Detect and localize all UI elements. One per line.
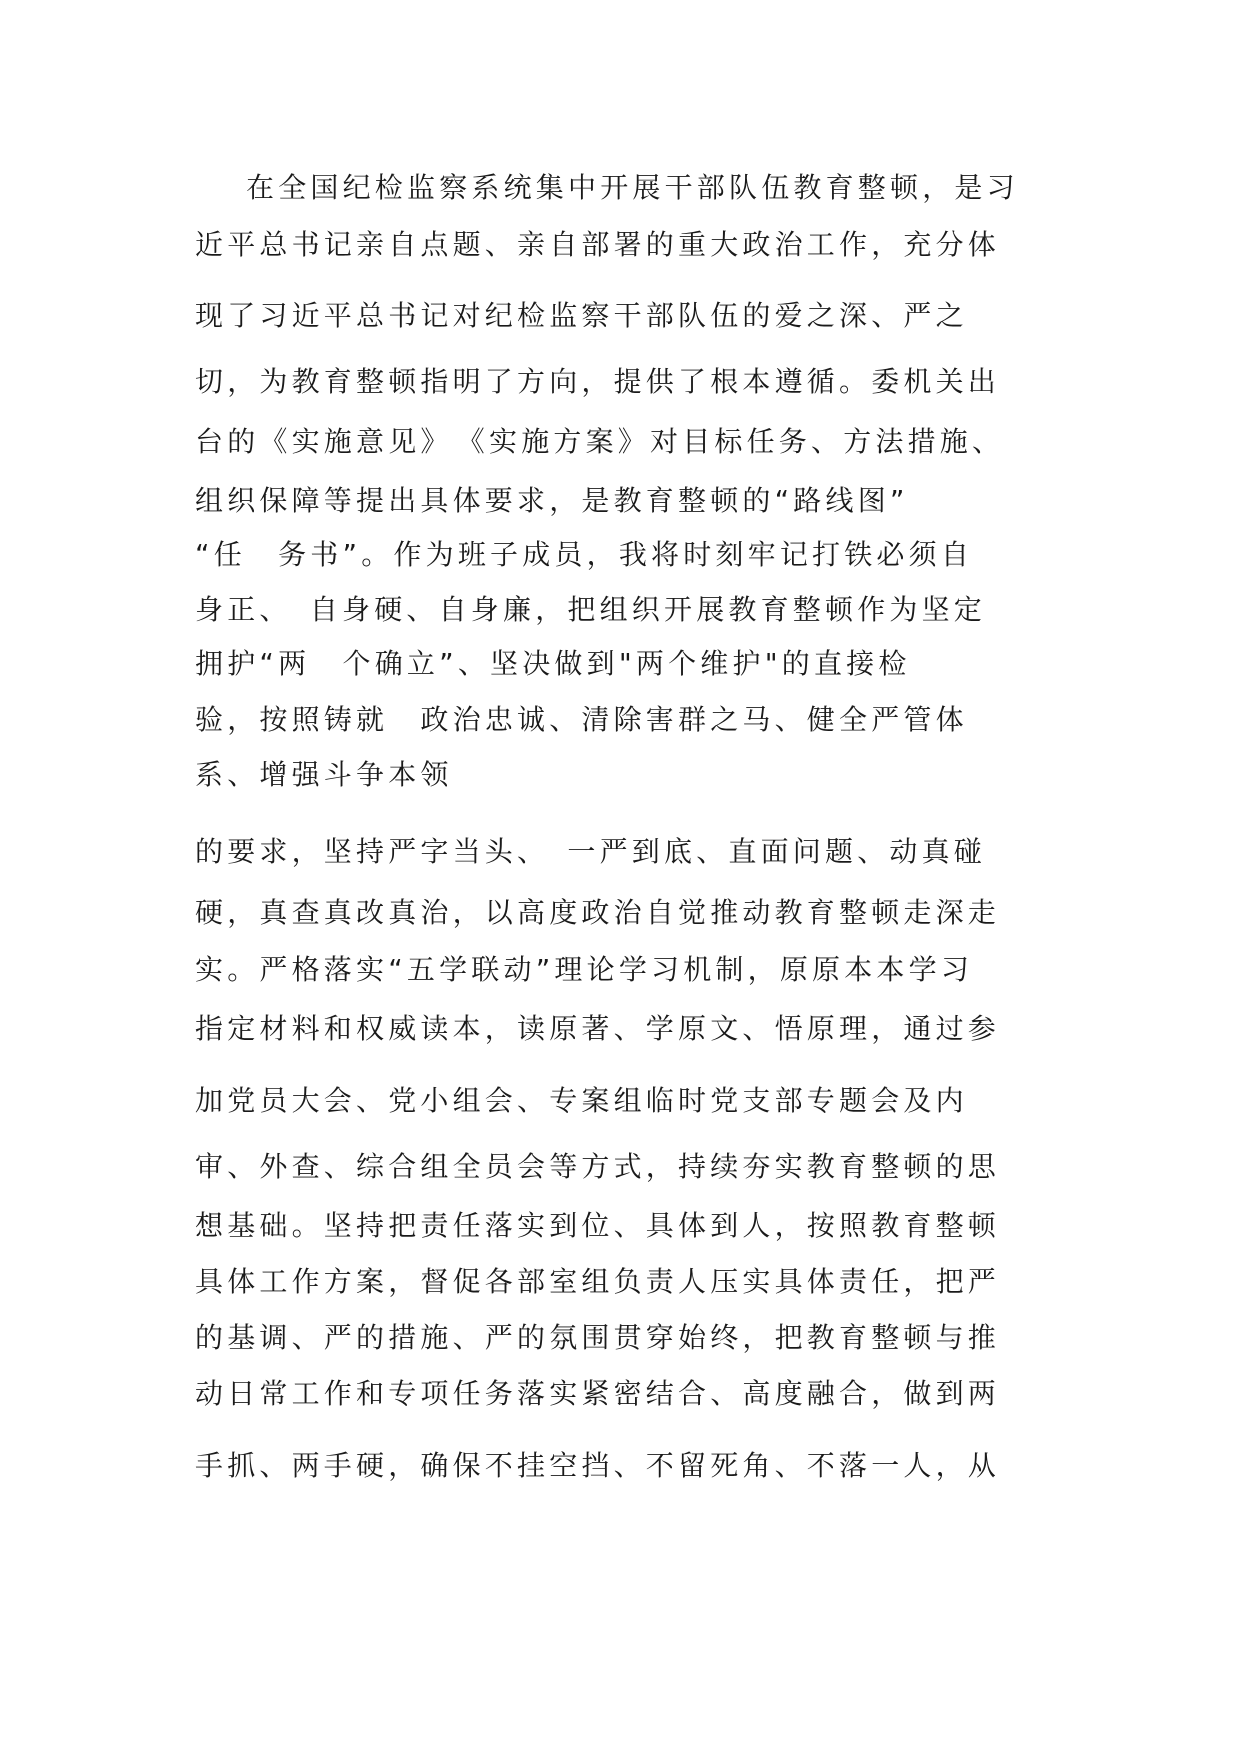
paragraph-line: 动日常工作和专项任务落实紧密结合、高度融合，做到两 bbox=[195, 1377, 1001, 1410]
paragraph-line: 系、增强斗争本领 bbox=[195, 758, 453, 791]
paragraph-line: 台的《实施意见》 《实施方案》对目标任务、方法措施、 bbox=[195, 425, 1005, 458]
paragraph-line: 审、外查、综合组全员会等方式，持续夯实教育整顿的思 bbox=[195, 1150, 1001, 1183]
paragraph-line: “任 务书”。作为班子成员，我将时刻牢记打铁必须自 bbox=[195, 538, 974, 571]
paragraph-line: 组织保障等提出具体要求，是教育整顿的“路线图” bbox=[195, 484, 909, 517]
paragraph-line: 验，按照铸就 政治忠诚、清除害群之马、健全严管体 bbox=[195, 703, 968, 736]
paragraph-line: 指定材料和权威读本，读原著、学原文、悟原理，通过参 bbox=[195, 1012, 1001, 1045]
paragraph-line: 实。严格落实“五学联动”理论学习机制，原原本本学习 bbox=[195, 953, 974, 986]
paragraph-line: 近平总书记亲自点题、亲自部署的重大政治工作，充分体 bbox=[195, 228, 1001, 261]
paragraph-line: 的要求，坚持严字当头、 一严到底、直面问题、动真碰 bbox=[195, 835, 987, 868]
paragraph-line: 硬，真查真改真治，以高度政治自觉推动教育整顿走深走 bbox=[195, 896, 1001, 929]
paragraph-line: 身正、 自身硬、自身廉，把组织开展教育整顿作为坚定 bbox=[195, 593, 987, 626]
paragraph-line: 具体工作方案，督促各部室组负责人压实具体责任，把严 bbox=[195, 1265, 1001, 1298]
paragraph-line: 的基调、严的措施、严的氛围贯穿始终，把教育整顿与推 bbox=[195, 1321, 1001, 1354]
paragraph-line: 在全国纪检监察系统集中开展干部队伍教育整顿，是习 bbox=[246, 171, 1019, 204]
paragraph-line: 现了习近平总书记对纪检监察干部队伍的爱之深、严之 bbox=[195, 299, 968, 332]
paragraph-line: 想基础。坚持把责任落实到位、具体到人，按照教育整顿 bbox=[195, 1209, 1001, 1242]
paragraph-line: 手抓、两手硬，确保不挂空挡、不留死角、不落一人，从 bbox=[195, 1449, 1001, 1482]
paragraph-line: 加党员大会、党小组会、专案组临时党支部专题会及内 bbox=[195, 1084, 968, 1117]
paragraph-line: 拥护“两 个确立”、坚决做到"两个维护"的直接检 bbox=[195, 647, 911, 680]
paragraph-line: 切，为教育整顿指明了方向，提供了根本遵循。委机关出 bbox=[195, 365, 1001, 398]
